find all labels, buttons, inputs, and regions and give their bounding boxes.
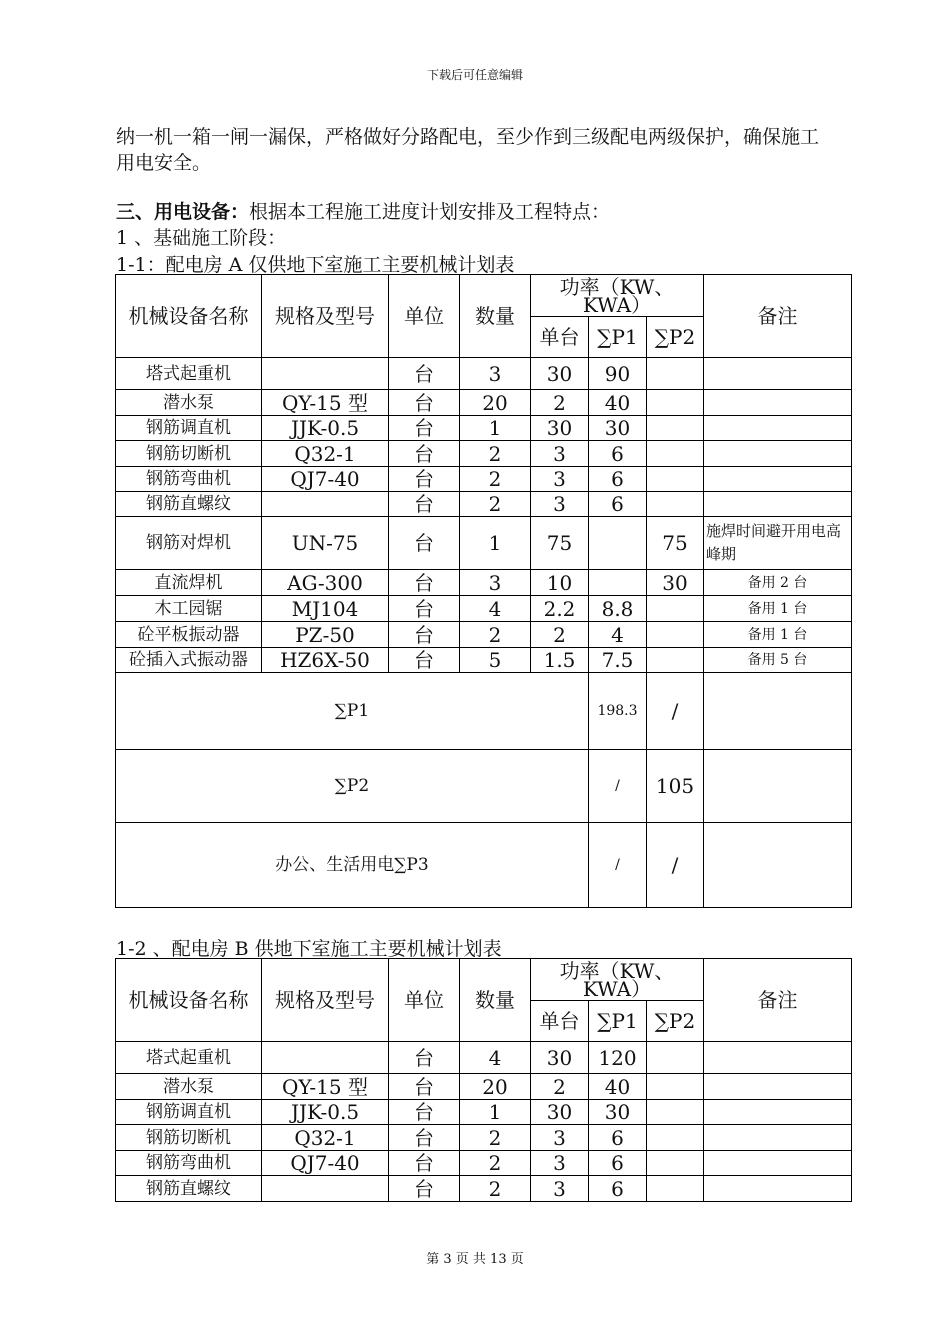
table-row <box>116 1074 852 1100</box>
cell-spec: HZ6X-50 <box>262 648 389 673</box>
header-note: 备注 <box>704 959 852 1042</box>
sum-p1: 198.3 <box>589 673 647 750</box>
cell-single: 3 <box>531 1125 589 1151</box>
machinery-table-b <box>115 958 852 1202</box>
header-p2: ∑P2 <box>647 1001 704 1042</box>
cell-p1: 90 <box>589 358 647 390</box>
cell-p2 <box>647 390 704 416</box>
cell-single: 30 <box>531 416 589 441</box>
sum-note <box>704 750 852 823</box>
cell-unit: 台 <box>389 492 460 517</box>
cell-spec: QJ7-40 <box>262 467 389 492</box>
cell-qty: 20 <box>460 1074 531 1100</box>
machinery-table-a <box>115 274 852 908</box>
cell-name: 钢筋切断机 <box>116 441 262 467</box>
table-row <box>116 358 852 390</box>
cell-name: 钢筋调直机 <box>116 416 262 441</box>
cell-p2 <box>647 492 704 517</box>
cell-p2 <box>647 622 704 648</box>
cell-single: 3 <box>531 1151 589 1176</box>
cell-p1 <box>589 517 647 570</box>
cell-spec: JJK-0.5 <box>262 1100 389 1125</box>
table2-caption: 1-2 、配电房 B 供地下室施工主要机械计划表 <box>116 938 502 960</box>
cell-unit: 台 <box>389 1100 460 1125</box>
cell-unit: 台 <box>389 1151 460 1176</box>
table-row <box>116 648 852 673</box>
sum-note <box>704 823 852 908</box>
cell-p1: 6 <box>589 492 647 517</box>
cell-p2 <box>647 1074 704 1100</box>
cell-note: 备用 1 台 <box>704 596 852 622</box>
page-header: 下载后可任意编辑 <box>426 68 523 82</box>
cell-p2 <box>647 596 704 622</box>
cell-single: 30 <box>531 1100 589 1125</box>
cell-qty: 2 <box>460 1151 531 1176</box>
cell-spec: MJ104 <box>262 596 389 622</box>
cell-note: 备用 5 台 <box>704 648 852 673</box>
cell-note <box>704 358 852 390</box>
cell-p1: 40 <box>589 390 647 416</box>
sum-p2: / <box>647 823 704 908</box>
cell-note <box>704 441 852 467</box>
header-row <box>116 275 852 317</box>
cell-note <box>704 467 852 492</box>
cell-single: 30 <box>531 1042 589 1074</box>
header-row <box>116 959 852 1001</box>
cell-unit: 台 <box>389 517 460 570</box>
section-text: 根据本工程施工进度计划安排及工程特点： <box>249 201 611 223</box>
section-heading <box>116 200 610 224</box>
cell-single: 2 <box>531 622 589 648</box>
table-row <box>116 570 852 596</box>
cell-p2 <box>647 441 704 467</box>
table-row <box>116 1125 852 1151</box>
cell-name: 木工园锯 <box>116 596 262 622</box>
cell-qty: 2 <box>460 622 531 648</box>
sum-row <box>116 673 852 750</box>
table1-caption: 1-1：配电房 A 仅供地下室施工主要机械计划表 <box>116 254 515 276</box>
cell-name: 塔式起重机 <box>116 1042 262 1074</box>
sum-p2: / <box>647 673 704 750</box>
cell-p1: 6 <box>589 441 647 467</box>
cell-name: 钢筋直螺纹 <box>116 492 262 517</box>
cell-single: 3 <box>531 1176 589 1202</box>
header-power: 功率（KW、KWA） <box>531 959 704 1001</box>
cell-p1: 8.8 <box>589 596 647 622</box>
cell-p2 <box>647 1176 704 1202</box>
sum-label: ∑P1 <box>116 673 589 750</box>
cell-note <box>704 1151 852 1176</box>
cell-p2 <box>647 467 704 492</box>
cell-qty: 1 <box>460 517 531 570</box>
cell-qty: 3 <box>460 358 531 390</box>
cell-unit: 台 <box>389 416 460 441</box>
cell-name: 钢筋切断机 <box>116 1125 262 1151</box>
header-qty: 数量 <box>460 275 531 358</box>
cell-p2 <box>647 1042 704 1074</box>
cell-qty: 5 <box>460 648 531 673</box>
header-p1: ∑P1 <box>589 317 647 358</box>
cell-name: 砼平板振动器 <box>116 622 262 648</box>
sum-p2: 105 <box>647 750 704 823</box>
sum-row <box>116 823 852 908</box>
cell-name: 塔式起重机 <box>116 358 262 390</box>
cell-unit: 台 <box>389 648 460 673</box>
sum-p1: / <box>589 823 647 908</box>
header-p2: ∑P2 <box>647 317 704 358</box>
header-name: 机械设备名称 <box>116 275 262 358</box>
cell-name: 砼插入式振动器 <box>116 648 262 673</box>
cell-p1 <box>589 570 647 596</box>
cell-qty: 4 <box>460 1042 531 1074</box>
sum-label: ∑P2 <box>116 750 589 823</box>
cell-p1: 6 <box>589 1125 647 1151</box>
cell-note <box>704 1100 852 1125</box>
header-note: 备注 <box>704 275 852 358</box>
table-row <box>116 1100 852 1125</box>
cell-name: 钢筋弯曲机 <box>116 1151 262 1176</box>
cell-single: 10 <box>531 570 589 596</box>
cell-single: 2 <box>531 1074 589 1100</box>
cell-name: 钢筋调直机 <box>116 1100 262 1125</box>
header-single: 单台 <box>531 1001 589 1042</box>
cell-unit: 台 <box>389 570 460 596</box>
cell-qty: 2 <box>460 1176 531 1202</box>
cell-p2: 30 <box>647 570 704 596</box>
cell-p2 <box>647 416 704 441</box>
cell-unit: 台 <box>389 358 460 390</box>
cell-p2 <box>647 648 704 673</box>
table-row <box>116 1151 852 1176</box>
cell-unit: 台 <box>389 1042 460 1074</box>
cell-qty: 2 <box>460 492 531 517</box>
cell-spec: JJK-0.5 <box>262 416 389 441</box>
cell-single: 3 <box>531 467 589 492</box>
cell-p1: 40 <box>589 1074 647 1100</box>
cell-spec: Q32-1 <box>262 1125 389 1151</box>
header-name: 机械设备名称 <box>116 959 262 1042</box>
intro-paragraph: 纳一机一箱一闸一漏保，严格做好分路配电，至少作到三级配电两级保护，确保施工用电安全。 <box>116 126 820 174</box>
header-power: 功率（KW、KWA） <box>531 275 704 317</box>
cell-p1: 6 <box>589 467 647 492</box>
cell-single: 3 <box>531 441 589 467</box>
cell-spec: QY-15 型 <box>262 390 389 416</box>
cell-qty: 4 <box>460 596 531 622</box>
cell-note: 备用 1 台 <box>704 622 852 648</box>
cell-note <box>704 1176 852 1202</box>
cell-p2 <box>647 358 704 390</box>
cell-p1: 30 <box>589 1100 647 1125</box>
sum-note <box>704 673 852 750</box>
cell-spec: AG-300 <box>262 570 389 596</box>
cell-note <box>704 1042 852 1074</box>
cell-qty: 20 <box>460 390 531 416</box>
cell-unit: 台 <box>389 1074 460 1100</box>
section-title: 三、用电设备： <box>116 201 250 223</box>
table-row <box>116 467 852 492</box>
cell-note <box>704 390 852 416</box>
table-row <box>116 1176 852 1202</box>
cell-single: 2.2 <box>531 596 589 622</box>
cell-single: 1.5 <box>531 648 589 673</box>
cell-p1: 120 <box>589 1042 647 1074</box>
cell-single: 2 <box>531 390 589 416</box>
cell-unit: 台 <box>389 441 460 467</box>
cell-name: 钢筋弯曲机 <box>116 467 262 492</box>
cell-name: 潜水泵 <box>116 1074 262 1100</box>
cell-note: 备用 2 台 <box>704 570 852 596</box>
table-row <box>116 596 852 622</box>
cell-name: 钢筋对焊机 <box>116 517 262 570</box>
table-row <box>116 416 852 441</box>
cell-name: 直流焊机 <box>116 570 262 596</box>
cell-note: 施焊时间避开用电高峰期 <box>704 517 852 570</box>
cell-note <box>704 1074 852 1100</box>
header-p1: ∑P1 <box>589 1001 647 1042</box>
cell-note <box>704 492 852 517</box>
cell-qty: 1 <box>460 416 531 441</box>
table-row <box>116 1042 852 1074</box>
cell-p2 <box>647 1125 704 1151</box>
header-qty: 数量 <box>460 959 531 1042</box>
cell-unit: 台 <box>389 1176 460 1202</box>
cell-name: 钢筋直螺纹 <box>116 1176 262 1202</box>
cell-spec: QJ7-40 <box>262 1151 389 1176</box>
cell-p2 <box>647 1151 704 1176</box>
cell-p1: 6 <box>589 1151 647 1176</box>
cell-unit: 台 <box>389 390 460 416</box>
header-unit: 单位 <box>389 275 460 358</box>
cell-unit: 台 <box>389 1125 460 1151</box>
cell-unit: 台 <box>389 596 460 622</box>
page-footer: 第 3 页 共 13 页 <box>426 1252 524 1267</box>
cell-qty: 2 <box>460 1125 531 1151</box>
cell-qty: 1 <box>460 1100 531 1125</box>
cell-p1: 6 <box>589 1176 647 1202</box>
cell-qty: 2 <box>460 441 531 467</box>
cell-p1: 30 <box>589 416 647 441</box>
cell-unit: 台 <box>389 467 460 492</box>
cell-p1: 4 <box>589 622 647 648</box>
cell-spec <box>262 358 389 390</box>
cell-qty: 3 <box>460 570 531 596</box>
cell-spec: Q32-1 <box>262 441 389 467</box>
cell-single: 30 <box>531 358 589 390</box>
cell-spec <box>262 1176 389 1202</box>
header-spec: 规格及型号 <box>262 959 389 1042</box>
cell-p1: 7.5 <box>589 648 647 673</box>
cell-note <box>704 416 852 441</box>
cell-p2 <box>647 1100 704 1125</box>
cell-spec <box>262 492 389 517</box>
cell-spec: QY-15 型 <box>262 1074 389 1100</box>
sum-row <box>116 750 852 823</box>
cell-unit: 台 <box>389 622 460 648</box>
cell-single: 3 <box>531 492 589 517</box>
cell-qty: 2 <box>460 467 531 492</box>
sum-p1: / <box>589 750 647 823</box>
sum-label: 办公、生活用电∑P3 <box>116 823 589 908</box>
cell-spec: PZ-50 <box>262 622 389 648</box>
table-row <box>116 517 852 570</box>
header-spec: 规格及型号 <box>262 275 389 358</box>
subsection-heading: 1 、基础施工阶段： <box>116 227 287 249</box>
cell-spec <box>262 1042 389 1074</box>
table-row <box>116 390 852 416</box>
table-row <box>116 622 852 648</box>
cell-p2: 75 <box>647 517 704 570</box>
header-single: 单台 <box>531 317 589 358</box>
header-unit: 单位 <box>389 959 460 1042</box>
cell-single: 75 <box>531 517 589 570</box>
table-row <box>116 441 852 467</box>
cell-name: 潜水泵 <box>116 390 262 416</box>
cell-spec: UN-75 <box>262 517 389 570</box>
cell-note <box>704 1125 852 1151</box>
table-row <box>116 492 852 517</box>
